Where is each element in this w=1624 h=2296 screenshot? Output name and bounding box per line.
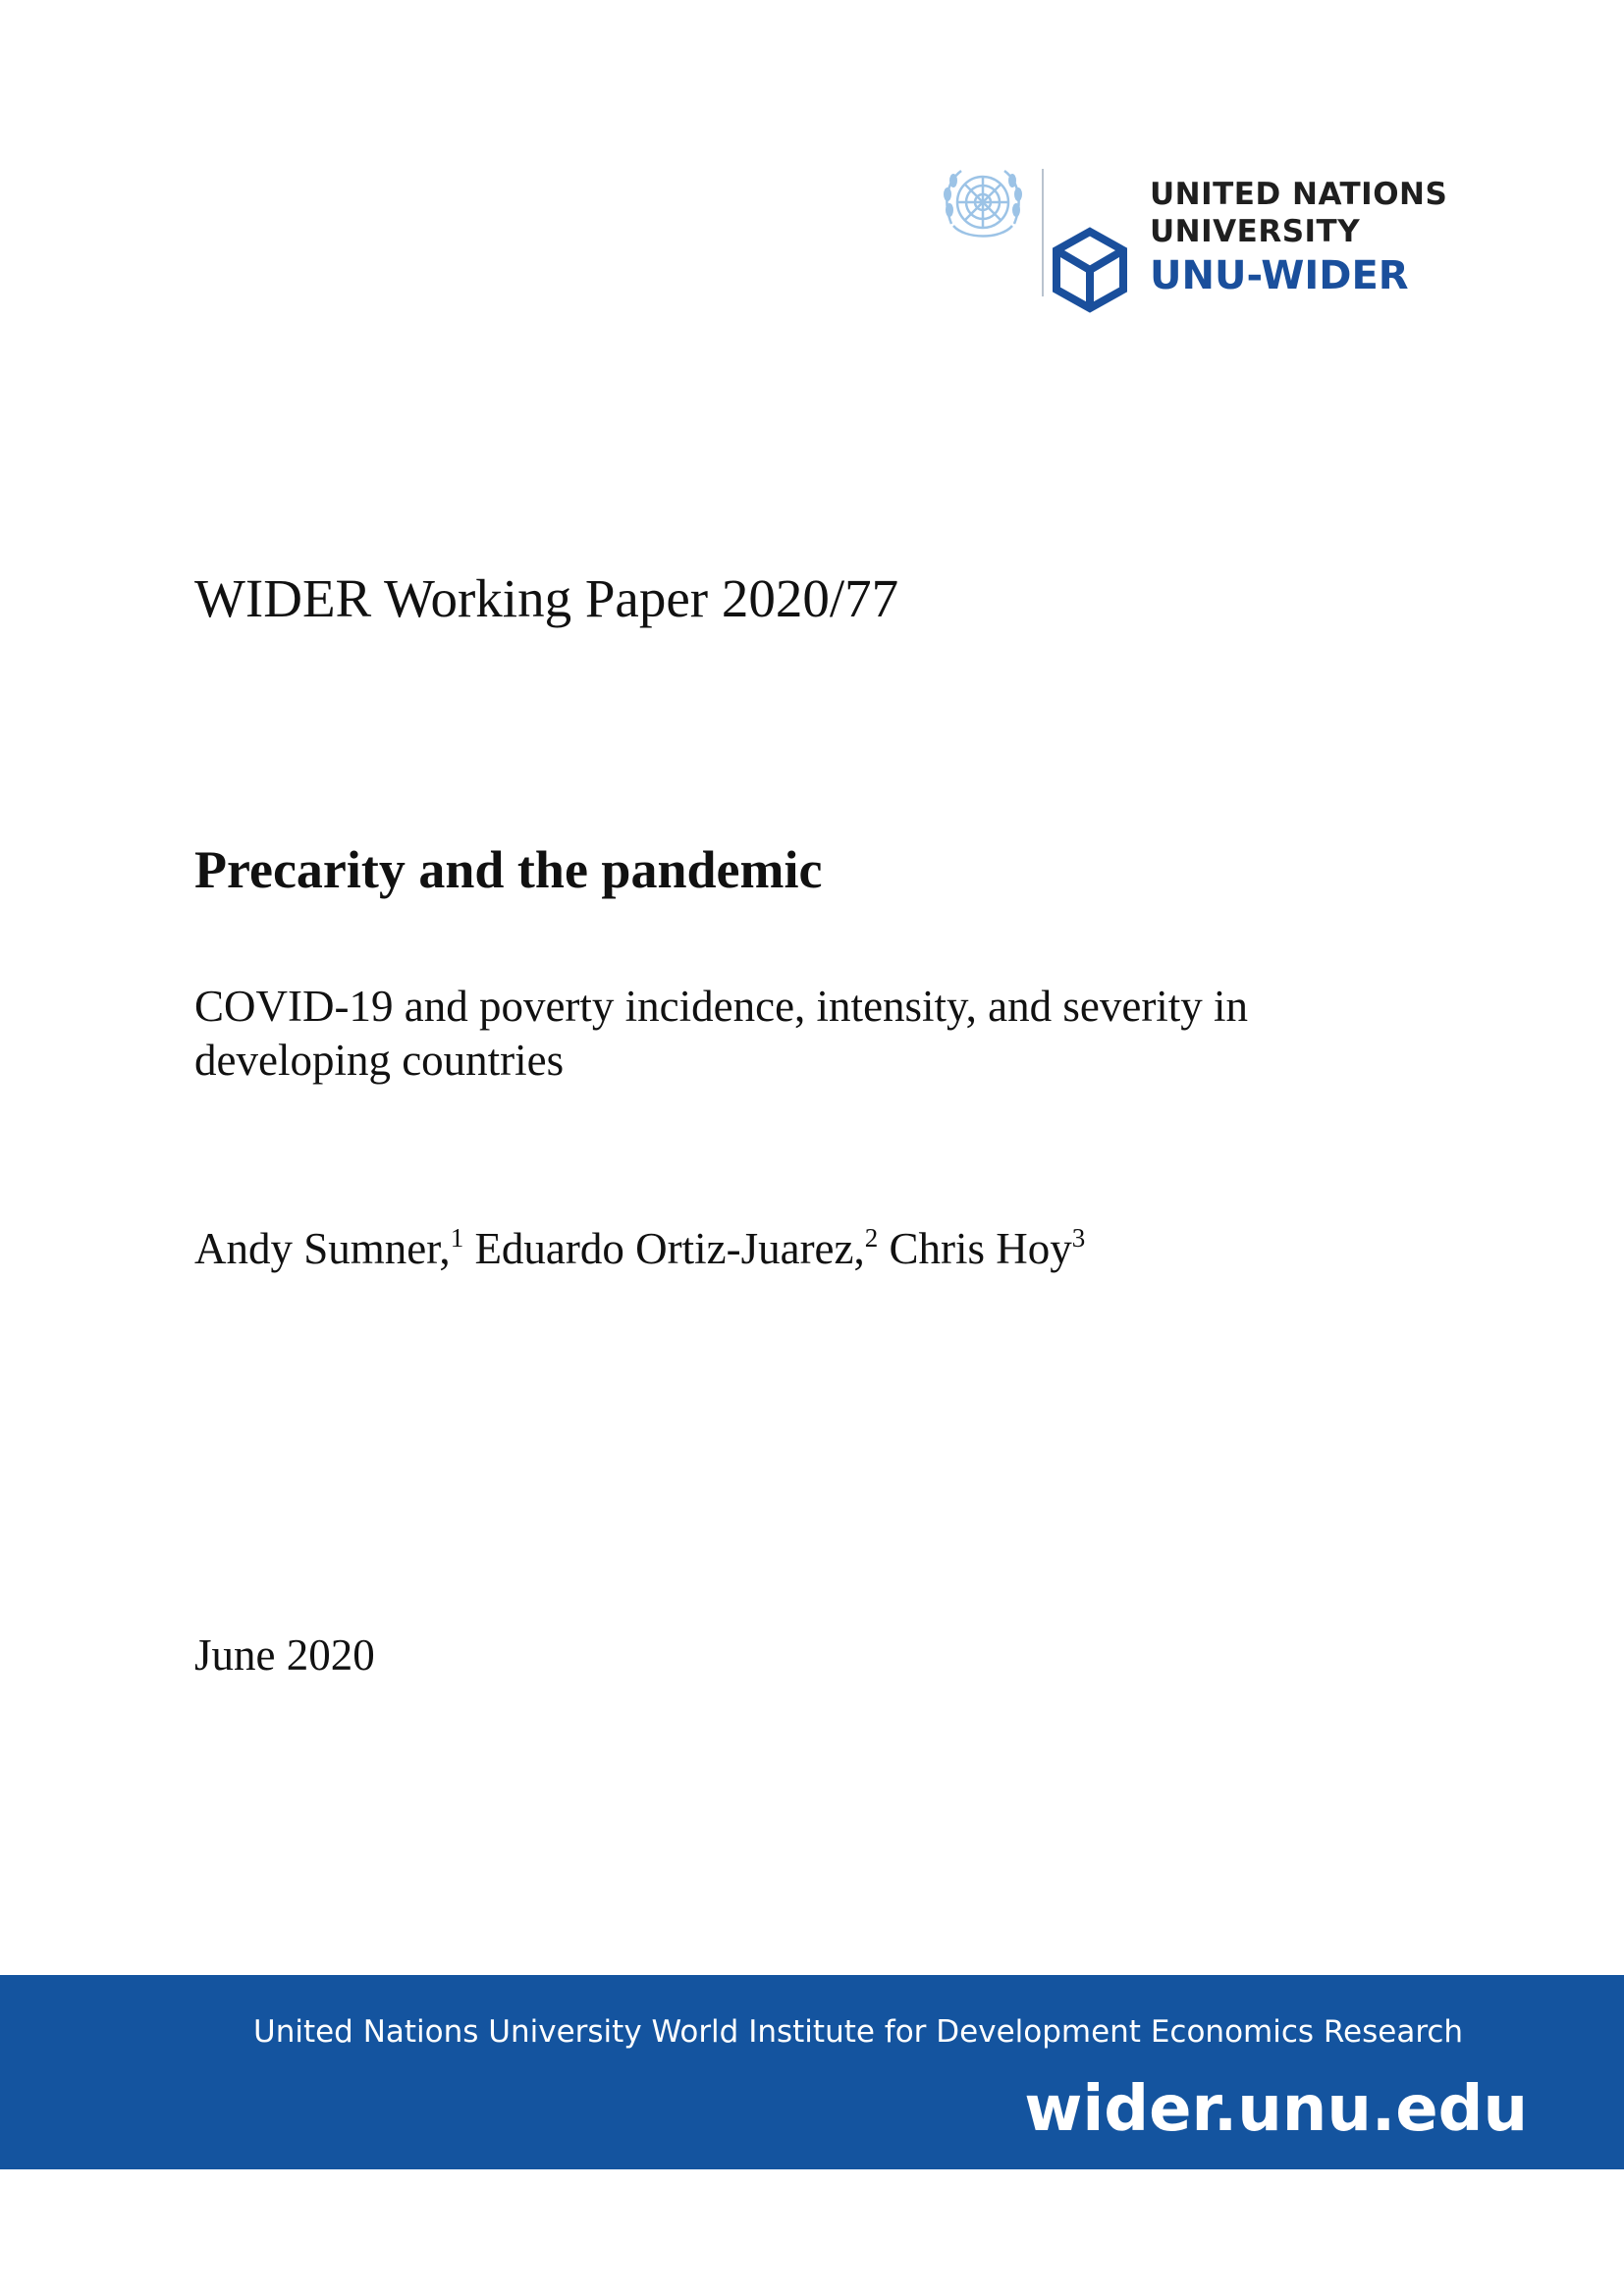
- footer-institute-name: United Nations University World Institute for Development Economics Research: [253, 2014, 1464, 2050]
- footer-band: [0, 1975, 1624, 2169]
- author-name: Andy Sumner,: [194, 1224, 451, 1273]
- header-logo: [938, 165, 1448, 322]
- author-list: [194, 1223, 1085, 1274]
- author-footnote-marker[interactable]: 2: [864, 1223, 879, 1253]
- series-label: WIDER Working Paper 2020/77: [194, 568, 899, 628]
- logo-text-unu-wider: UNU-WIDER: [1150, 253, 1409, 298]
- author-name: Chris Hoy: [889, 1224, 1072, 1273]
- author-footnote-marker[interactable]: 1: [450, 1223, 464, 1253]
- paper-subtitle: COVID-19 and poverty incidence, intensity, and severity in developing countries: [194, 982, 1249, 1085]
- unu-wider-mark-icon: [1051, 226, 1129, 314]
- author-name: Eduardo Ortiz-Juarez,: [474, 1224, 865, 1273]
- author-footnote-marker[interactable]: 3: [1071, 1223, 1086, 1253]
- paper-title: Precarity and the pandemic: [194, 840, 823, 899]
- logo-text-united-nations: UNITED NATIONS: [1150, 177, 1448, 212]
- logo-text-university: UNIVERSITY: [1150, 214, 1361, 249]
- un-emblem-icon: [938, 165, 1028, 245]
- logo-divider: [1042, 169, 1044, 296]
- footer-website-link[interactable]: wider.unu.edu: [1024, 2073, 1528, 2146]
- publication-date: June 2020: [194, 1630, 375, 1680]
